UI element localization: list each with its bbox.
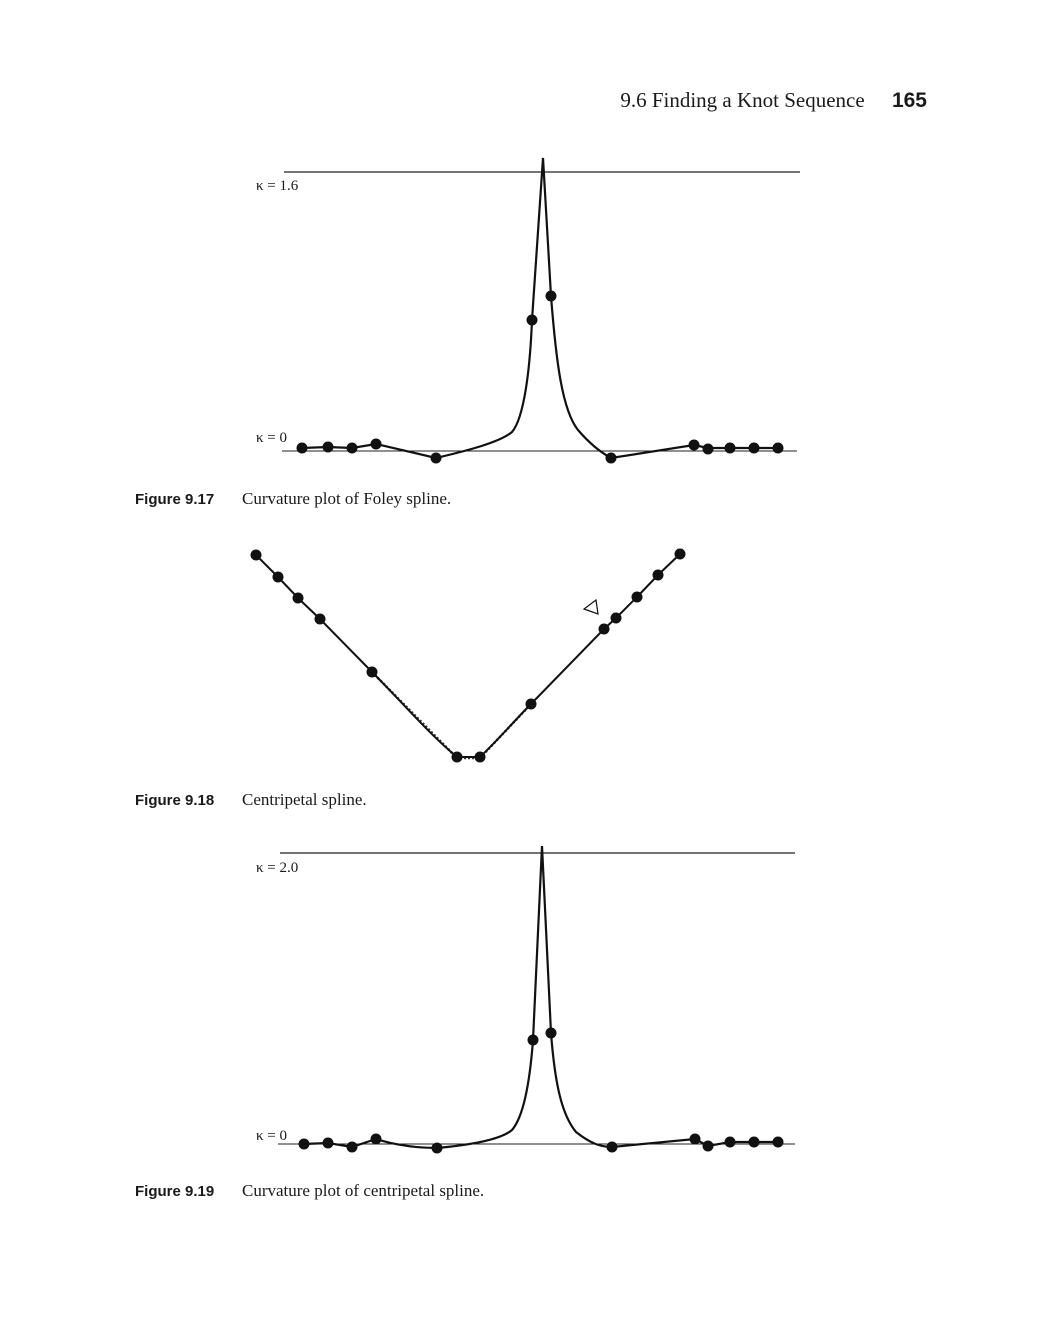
kappa-top-label: κ = 1.6 — [256, 178, 299, 194]
knot-point — [725, 443, 736, 454]
knot-point — [689, 440, 700, 451]
figure-caption: Centripetal spline. — [242, 790, 367, 809]
knot-point — [773, 1137, 784, 1148]
control-polygon-dotted — [372, 672, 531, 758]
knot-point — [527, 315, 538, 326]
knot-point — [703, 1141, 714, 1152]
figure-caption: Curvature plot of Foley spline. — [242, 489, 452, 508]
caption-9-17 — [135, 489, 451, 509]
tangent-triangle — [584, 600, 598, 614]
knot-point — [546, 291, 557, 302]
knot-point — [297, 443, 308, 454]
data-point — [526, 699, 537, 710]
figure-label: Figure 9.17 — [135, 491, 215, 508]
spline-curve — [256, 554, 680, 757]
caption-9-19 — [135, 1181, 484, 1201]
data-point — [475, 752, 486, 763]
knot-point — [606, 453, 617, 464]
kappa-zero-label: κ = 0 — [256, 430, 288, 446]
knot-point — [347, 443, 358, 454]
figure-label: Figure 9.18 — [135, 792, 215, 809]
data-point — [632, 592, 643, 603]
knot-point — [323, 1138, 334, 1149]
curvature-curve — [302, 158, 778, 458]
data-point — [293, 593, 304, 604]
knot-point — [690, 1134, 701, 1145]
knot-point — [546, 1028, 557, 1039]
data-point — [675, 549, 686, 560]
knot-point — [528, 1035, 539, 1046]
knot-point — [432, 1143, 443, 1154]
knot-point — [371, 439, 382, 450]
knot-points — [297, 291, 784, 464]
kappa-top-label: κ = 2.0 — [256, 860, 299, 876]
knot-point — [323, 442, 334, 453]
knot-point — [703, 444, 714, 455]
data-point — [653, 570, 664, 581]
section-title: 9.6 Finding a Knot Sequence — [620, 88, 865, 112]
knot-point — [347, 1142, 358, 1153]
data-points — [251, 549, 686, 763]
knot-point — [749, 443, 760, 454]
kappa-zero-label: κ = 0 — [256, 1128, 288, 1144]
knot-point — [607, 1142, 618, 1153]
figure-caption: Curvature plot of centripetal spline. — [242, 1181, 485, 1200]
knot-points — [299, 1028, 784, 1154]
figure-label: Figure 9.19 — [135, 1183, 215, 1200]
knot-point — [773, 443, 784, 454]
caption-9-18 — [135, 790, 367, 810]
curvature-curve — [304, 846, 778, 1148]
data-point — [367, 667, 378, 678]
knot-point — [431, 453, 442, 464]
data-point — [273, 572, 284, 583]
data-point — [611, 613, 622, 624]
knot-point — [371, 1134, 382, 1145]
data-point — [599, 624, 610, 635]
running-head — [620, 88, 927, 113]
knot-point — [749, 1137, 760, 1148]
knot-point — [725, 1137, 736, 1148]
page-number: 165 — [891, 89, 927, 112]
data-point — [452, 752, 463, 763]
data-point — [251, 550, 262, 561]
knot-point — [299, 1139, 310, 1150]
data-point — [315, 614, 326, 625]
